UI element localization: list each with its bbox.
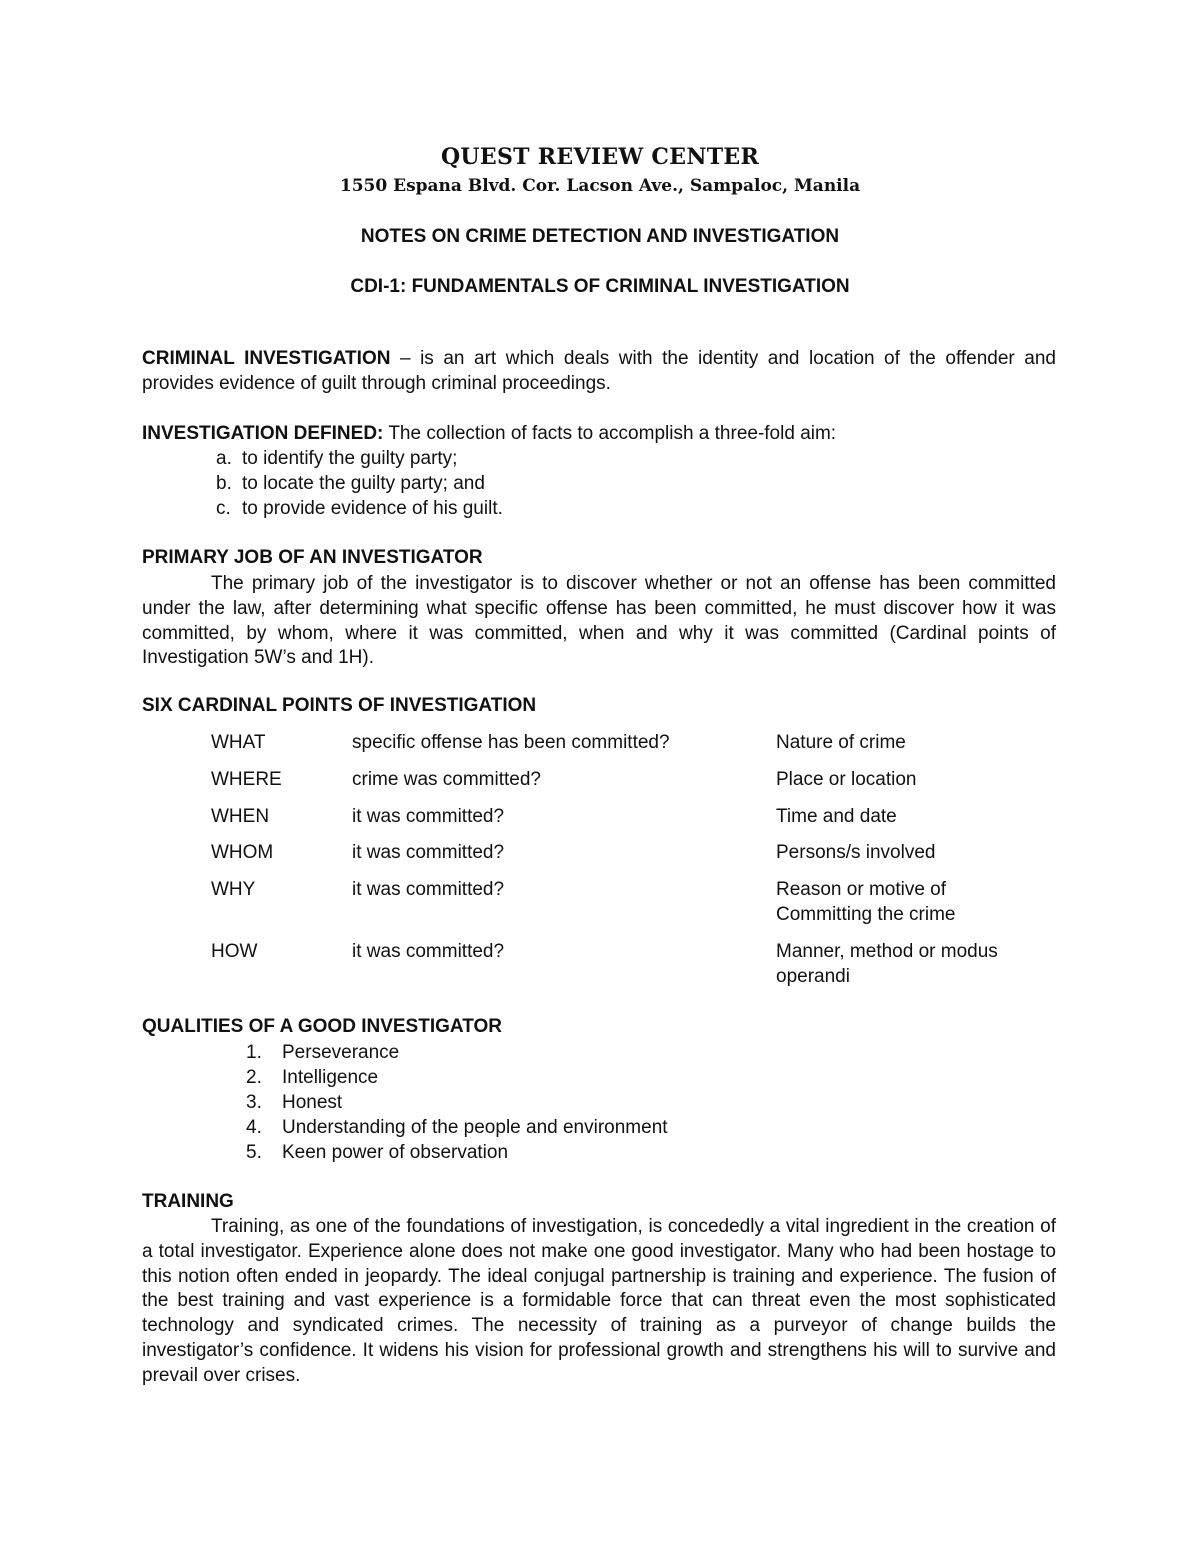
table-row [211,805,1071,830]
criminal-investigation-paragraph [142,347,1056,397]
list-text: Honest [282,1092,343,1113]
cardinal-key: WHAT [211,732,266,753]
center-name: QUEST REVIEW CENTER [440,144,760,170]
three-fold-aim-list [142,447,503,521]
list-text: Perseverance [282,1042,400,1063]
cardinal-question: it was committed? [352,842,505,864]
training-paragraph: Training, as one of the foundations of investigation, is concededly a vital ingredient in the creation of a total investigator. Experience alone does not make one good investigator. Many who had been hostage to this notion often ended in jeopardy. The ideal conjugal partnership is training and experience. The fusion of the best training and vast experience is a formidable force that can threat even the most sophisticated technology and syndicated crimes. The necessity of training as a purveyor of change builds the investigator’s confidence. It widens his vision for professional growth and strengthens his will to survive and prevail over crises. [142,1216,1056,1386]
list-text: to provide evidence of his guilt. [242,497,503,519]
notes-title: NOTES ON CRIME DETECTION AND INVESTIGATION [360,226,840,247]
list-text: Intelligence [282,1067,379,1088]
cardinal-description: Persons/s involved [776,842,936,864]
cardinal-question: crime was committed? [352,768,541,790]
list-text: Understanding of the people and environment [282,1117,668,1138]
cardinal-key: WHEN [211,805,270,827]
list-marker: 3. [246,1092,262,1113]
course-title: CDI-1: FUNDAMENTALS OF CRIMINAL INVESTIGATION [350,276,850,297]
list-item [216,447,503,472]
table-row [211,841,1071,866]
cardinal-description: Nature of crime [776,732,906,753]
investigation-defined-paragraph [142,422,1056,447]
table-row [211,878,1071,928]
center-address: 1550 Espana Blvd. Cor. Lacson Ave., Sampaloc, Manila [339,176,861,196]
list-item [216,497,503,522]
cardinal-question: it was committed? [352,940,505,962]
cardinal-question: it was committed? [352,805,505,827]
primary-job-heading: PRIMARY JOB OF AN INVESTIGATOR [142,547,483,568]
cardinal-points-heading: SIX CARDINAL POINTS OF INVESTIGATION [142,695,537,716]
cardinal-description: Manner, method or modus operandi [776,940,998,987]
criminal-investigation-definition: – is an art which deals with the identity and location of the offender and provides evidence of guilt through criminal proceedings. [142,348,1056,394]
cardinal-key: HOW [211,940,258,962]
investigation-defined-text: The collection of facts to accomplish a three-fold aim: [383,423,837,444]
list-marker: 1. [246,1042,262,1063]
list-marker: 5. [246,1142,262,1163]
table-row [211,731,1071,756]
cardinal-description: Place or location [776,768,917,790]
list-item [246,1140,668,1165]
list-item [246,1115,668,1140]
cardinal-points-table [211,731,1071,1001]
list-text: to identify the guilty party; [242,448,458,469]
primary-job-paragraph: The primary job of the investigator is to discover whether or not an offense has been committed under the law, after determining what specific offense has been committed, he must discover how it was committed, by whom, where it was committed, when and why it was committed (Cardinal points of Investigation 5W’s and 1H). [142,573,1056,669]
list-marker: c. [216,497,231,519]
cardinal-key: WHERE [211,768,282,790]
list-marker: b. [216,472,232,494]
list-text: Keen power of observation [282,1142,509,1163]
criminal-investigation-term: CRIMINAL INVESTIGATION [142,348,391,369]
cardinal-key: WHOM [211,842,274,864]
list-item [246,1065,668,1090]
list-text: to locate the guilty party; and [242,472,485,494]
qualities-list [246,1040,668,1165]
cardinal-description: Time and date [776,805,897,827]
cardinal-question: specific offense has been committed? [352,732,670,753]
cardinal-key: WHY [211,879,256,901]
table-row [211,940,1071,990]
list-item [246,1090,668,1115]
list-item [216,472,503,497]
list-marker: 2. [246,1067,262,1088]
list-marker: a. [216,448,232,469]
list-item [246,1040,668,1065]
investigation-defined-term: INVESTIGATION DEFINED: [142,423,384,444]
cardinal-question: it was committed? [352,879,505,901]
list-marker: 4. [246,1117,262,1138]
table-row [211,768,1071,793]
training-heading: TRAINING [142,1191,234,1212]
qualities-heading: QUALITIES OF A GOOD INVESTIGATOR [142,1016,502,1037]
cardinal-description: Reason or motive of Committing the crime [776,879,956,925]
